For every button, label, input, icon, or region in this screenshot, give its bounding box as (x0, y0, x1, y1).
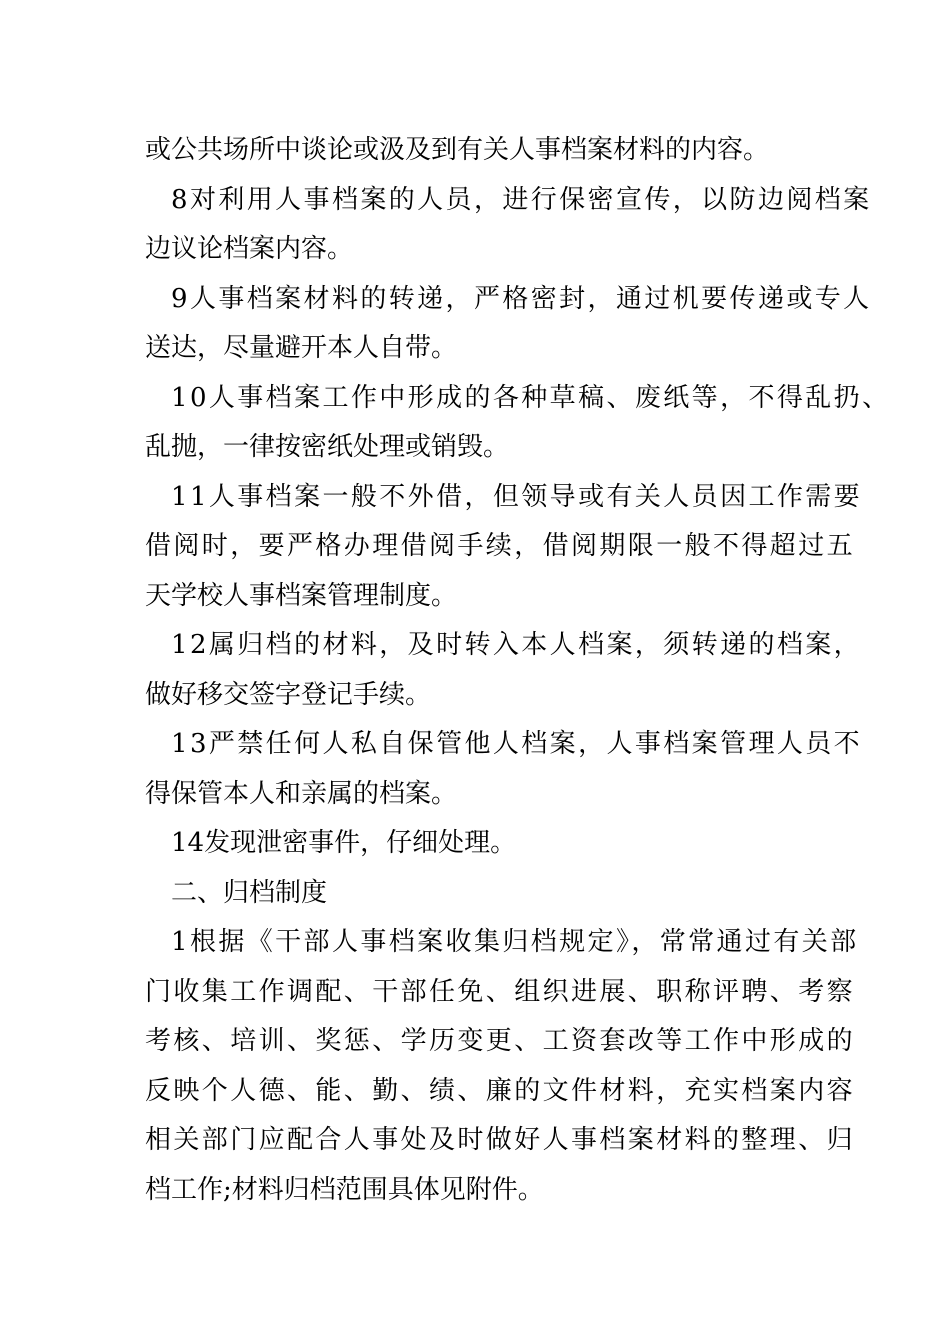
text-line: 9人事档案材料的转递，严格密封，通过机要传递或专人 (171, 283, 872, 314)
document-body (145, 126, 891, 1215)
text-line: 相关部门应配合人事处及时做好人事档案材料的整理、归 (145, 1125, 856, 1155)
text-line: 天学校人事档案管理制度。 (145, 580, 458, 611)
text-line: 二、归档制度 (171, 877, 328, 908)
text-line: 档工作;材料归档范围具体见附件。 (145, 1174, 544, 1205)
text-line: 10人事档案工作中形成的各种草稿、废纸等，不得乱扔、 (171, 382, 891, 413)
text-line: 12属归档的材料，及时转入本人档案，须转递的档案， (171, 630, 863, 660)
text-line: 乱抛，一律按密纸处理或销毁。 (145, 432, 510, 462)
text-line: 借阅时，要严格办理借阅手续，借阅期限一般不得超过五 (145, 531, 856, 561)
text-line: 送达，尽量避开本人自带。 (145, 333, 458, 363)
text-line: 反映个人德、能、勤、绩、廉的文件材料，充实档案内容 (145, 1075, 856, 1106)
text-line: 或公共场所中谈论或汲及到有关人事档案材料的内容。 (145, 135, 770, 165)
text-line: 门收集工作调配、干部任免、组织进展、职称评聘、考察 (145, 976, 856, 1007)
text-line: 边议论档案内容。 (145, 234, 354, 264)
text-line: 得保管本人和亲属的档案。 (145, 778, 458, 809)
text-line: 考核、培训、奖惩、学历变更、工资套改等工作中形成的 (145, 1026, 856, 1056)
text-line: 13严禁任何人私自保管他人档案，人事档案管理人员不 (171, 729, 863, 759)
text-line: 14发现泄密事件，仔细处理。 (171, 828, 517, 858)
text-line: 1根据《干部人事档案收集归档规定》，常常通过有关部 (171, 927, 859, 957)
text-line: 做好移交签字登记手续。 (145, 679, 432, 710)
text-line: 8对利用人事档案的人员，进行保密宣传，以防边阅档案 (171, 184, 872, 215)
text-line: 11人事档案一般不外借，但领导或有关人员因工作需要 (171, 481, 863, 512)
